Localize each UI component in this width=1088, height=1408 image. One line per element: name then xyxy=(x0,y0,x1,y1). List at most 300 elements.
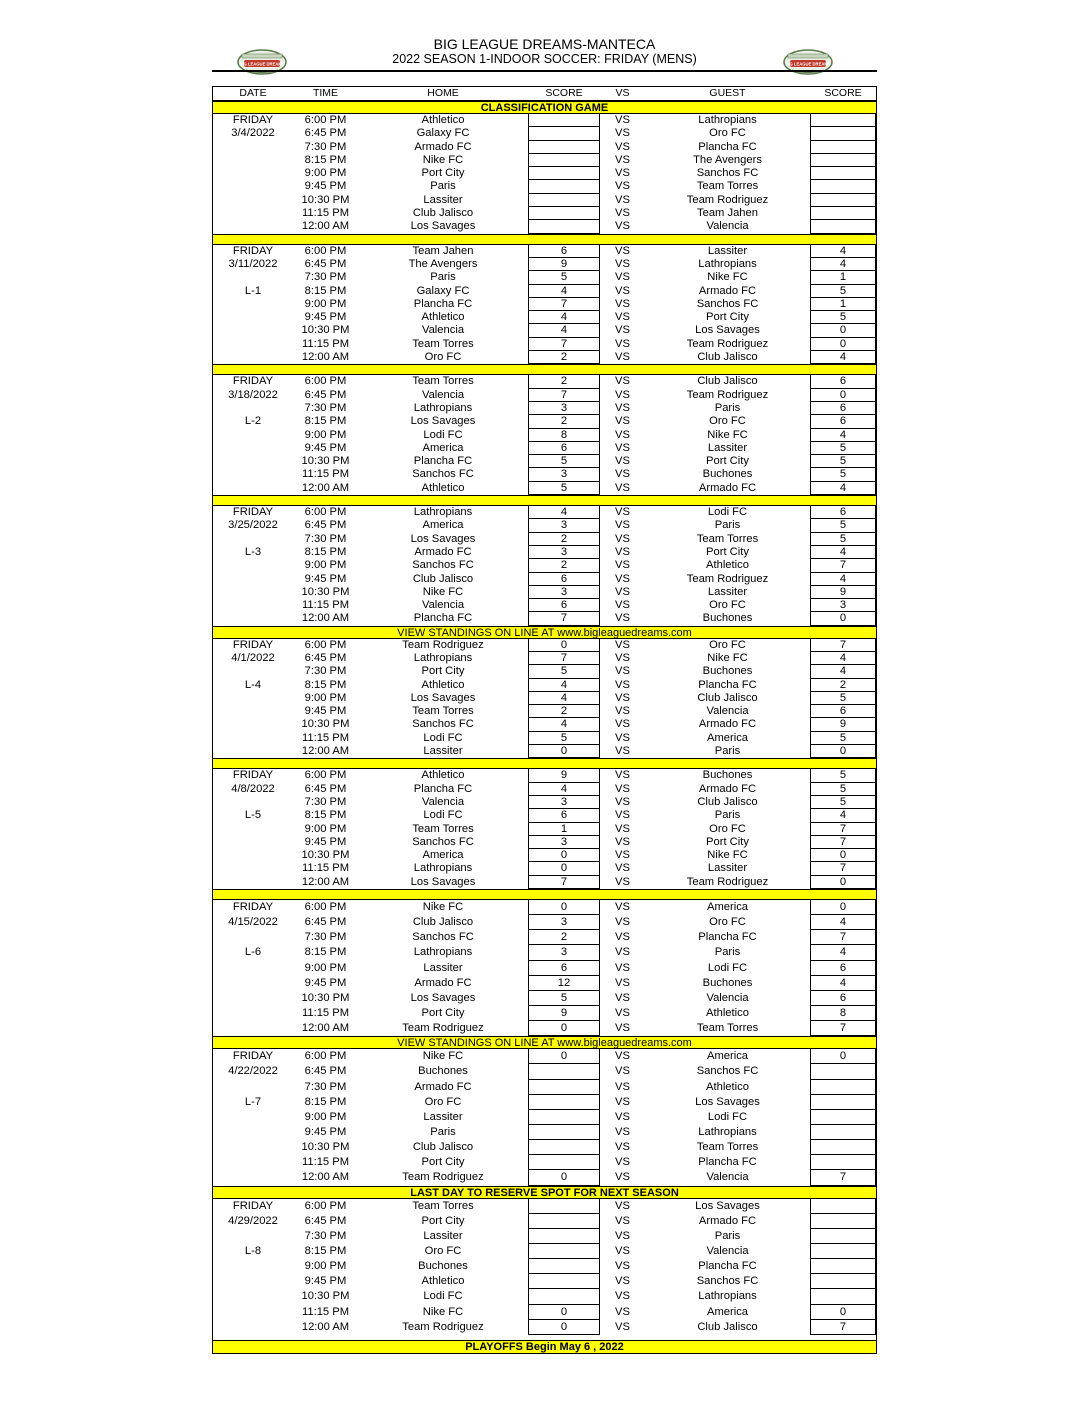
home-score-cell xyxy=(528,194,600,207)
home-team-cell: Team Torres xyxy=(412,822,474,835)
time-cell: 12:00 AM xyxy=(301,1320,350,1333)
guest-score-cell xyxy=(810,1229,876,1244)
time-cell: 11:15 PM xyxy=(301,599,350,612)
date-cell: L-8 xyxy=(244,1244,262,1257)
home-team-cell: Valencia xyxy=(421,795,465,808)
guest-team-cell: Armado FC xyxy=(698,782,757,795)
table-row xyxy=(213,546,876,559)
guest-team-cell: Team Rodriguez xyxy=(686,572,769,585)
guest-team-cell: Paris xyxy=(714,1229,741,1242)
guest-score-cell: 5 xyxy=(810,311,876,324)
time-cell: 11:15 PM xyxy=(301,207,350,220)
vs-cell: VS xyxy=(615,375,630,388)
table-row xyxy=(213,1155,876,1170)
vs-cell: VS xyxy=(615,1141,630,1154)
home-score-cell: 2 xyxy=(528,533,600,546)
vs-cell: VS xyxy=(615,961,630,974)
vs-cell: VS xyxy=(615,1290,630,1303)
vs-cell: VS xyxy=(615,1007,630,1020)
guest-team-cell: Lathropians xyxy=(698,1290,757,1303)
guest-team-cell: Los Savages xyxy=(695,1199,760,1212)
home-team-cell: Athletico xyxy=(421,678,465,691)
guest-team-cell: Buchones xyxy=(702,976,753,989)
date-cell: 3/25/2022 xyxy=(228,519,278,532)
guest-score-cell xyxy=(810,180,876,193)
date-cell xyxy=(213,338,293,351)
time-cell: 6:45 PM xyxy=(304,388,347,401)
date-cell: FRIDAY xyxy=(232,769,274,782)
vs-cell: VS xyxy=(615,795,630,808)
time-cell: 12:00 AM xyxy=(301,745,350,758)
guest-score-cell: 4 xyxy=(810,546,876,559)
page-subtitle: 2022 SEASON 1-INDOOR SOCCER: FRIDAY (MENS) xyxy=(392,52,697,66)
guest-team-cell: Team Torres xyxy=(696,1141,759,1154)
time-cell: 6:00 PM xyxy=(304,506,347,519)
guest-score-cell: 1 xyxy=(810,298,876,311)
time-cell: 9:45 PM xyxy=(304,311,347,324)
vs-cell: VS xyxy=(615,1050,630,1063)
date-cell: FRIDAY xyxy=(232,1199,274,1212)
home-team-cell: Athletico xyxy=(421,311,465,324)
table-row xyxy=(213,519,876,532)
time-cell: 9:45 PM xyxy=(304,1275,347,1288)
home-team-cell: Paris xyxy=(430,1126,456,1138)
home-score-cell: 2 xyxy=(528,705,600,718)
date-cell: 4/8/2022 xyxy=(231,782,275,795)
vs-cell: VS xyxy=(615,822,630,835)
home-score-cell: 7 xyxy=(528,338,600,351)
guest-score-cell xyxy=(810,1095,876,1110)
guest-team-cell: Los Savages xyxy=(695,324,760,337)
date-cell xyxy=(213,692,293,705)
home-team-cell: Team Rodriguez xyxy=(402,638,484,651)
time-cell: 10:30 PM xyxy=(301,585,350,598)
home-score-cell: 6 xyxy=(528,599,600,612)
guest-team-cell: Paris xyxy=(714,745,741,758)
home-team-cell: Armado FC xyxy=(414,1080,472,1093)
guest-team-cell: Sanchos FC xyxy=(696,297,759,310)
guest-score-cell: 7 xyxy=(810,1170,876,1185)
guest-score-cell: 0 xyxy=(810,324,876,337)
table-row xyxy=(213,402,876,415)
table-row xyxy=(213,207,876,220)
date-cell: 3/4/2022 xyxy=(231,127,275,140)
time-cell: 9:45 PM xyxy=(304,441,347,454)
date-cell: FRIDAY xyxy=(232,375,274,388)
table-row xyxy=(213,194,876,207)
home-team-cell: Team Rodriguez xyxy=(402,1320,484,1333)
home-team-cell: Los Savages xyxy=(410,220,476,233)
vs-cell: VS xyxy=(615,678,630,691)
home-team-cell: Club Jalisco xyxy=(412,916,474,929)
guest-score-cell xyxy=(810,194,876,207)
vs-cell: VS xyxy=(615,532,630,545)
time-cell: 11:15 PM xyxy=(301,337,350,350)
guest-score-cell: 5 xyxy=(810,796,876,809)
col-vs: VS xyxy=(615,87,630,99)
date-cell xyxy=(213,298,293,311)
guest-score-cell: 0 xyxy=(810,1049,876,1064)
vs-cell: VS xyxy=(615,572,630,585)
vs-cell: VS xyxy=(615,1320,630,1333)
table-row xyxy=(213,506,876,519)
vs-cell: VS xyxy=(615,1275,630,1288)
home-score-cell: 9 xyxy=(528,258,600,271)
home-score-cell: 2 xyxy=(528,351,600,364)
home-score-cell: 0 xyxy=(528,862,600,875)
guest-team-cell: Team Rodriguez xyxy=(686,337,769,350)
time-cell: 12:00 AM xyxy=(301,481,350,494)
date-cell xyxy=(213,1289,293,1304)
vs-cell: VS xyxy=(615,220,630,233)
guest-team-cell: Sanchos FC xyxy=(696,167,759,180)
guest-team-cell: Club Jalisco xyxy=(697,375,758,388)
home-team-cell: Club Jalisco xyxy=(412,1141,474,1154)
guest-team-cell: Oro FC xyxy=(709,916,746,929)
guest-team-cell: Club Jalisco xyxy=(697,351,758,364)
home-score-cell: 3 xyxy=(528,586,600,599)
guest-team-cell: Plancha FC xyxy=(698,1156,757,1169)
time-cell: 11:15 PM xyxy=(301,468,350,481)
time-cell: 7:30 PM xyxy=(304,271,347,284)
table-row xyxy=(213,991,876,1006)
time-cell: 6:45 PM xyxy=(304,127,347,140)
home-score-cell xyxy=(528,207,600,220)
col-home: HOME xyxy=(427,87,459,99)
time-cell: 6:00 PM xyxy=(304,244,347,257)
guest-team-cell: Sanchos FC xyxy=(696,1065,759,1078)
time-cell: 11:15 PM xyxy=(301,731,350,744)
guest-team-cell: The Avengers xyxy=(693,153,762,166)
time-cell: 8:15 PM xyxy=(304,678,347,691)
guest-score-cell: 1 xyxy=(810,271,876,284)
home-score-cell: 3 xyxy=(528,836,600,849)
guest-team-cell: Athletico xyxy=(706,1007,749,1020)
home-team-cell: Plancha FC xyxy=(413,612,473,625)
date-cell xyxy=(213,1305,293,1320)
week-banner: VIEW STANDINGS ON LINE AT www.bigleaguedreams.com xyxy=(213,626,876,639)
guest-score-cell: 2 xyxy=(810,679,876,692)
vs-cell: VS xyxy=(615,311,630,324)
date-cell xyxy=(213,154,293,167)
guest-score-cell xyxy=(810,1289,876,1304)
week-block xyxy=(213,1036,876,1185)
date-cell: L-4 xyxy=(244,678,262,691)
time-cell: 9:00 PM xyxy=(304,961,347,974)
table-row xyxy=(213,1125,876,1140)
date-cell xyxy=(213,482,293,495)
time-cell: 9:00 PM xyxy=(304,428,347,441)
table-row xyxy=(213,351,876,364)
guest-team-cell: Lassiter xyxy=(707,244,748,257)
guest-score-cell: 4 xyxy=(810,429,876,442)
table-row xyxy=(213,796,876,809)
week-separator xyxy=(213,758,876,769)
date-cell xyxy=(213,324,293,337)
guest-team-cell: Team Torres xyxy=(696,1022,759,1035)
guest-team-cell: Nike FC xyxy=(707,271,748,284)
date-cell xyxy=(213,271,293,284)
home-team-cell: Oro FC xyxy=(424,1095,462,1108)
vs-cell: VS xyxy=(615,1110,630,1123)
vs-cell: VS xyxy=(615,324,630,337)
time-cell: 9:00 PM xyxy=(304,167,347,180)
schedule-blocks xyxy=(213,101,876,1335)
vs-cell: VS xyxy=(615,244,630,257)
home-score-cell: 4 xyxy=(528,324,600,337)
guest-team-cell: Armado FC xyxy=(698,1214,757,1227)
home-score-cell: 5 xyxy=(528,732,600,745)
col-time: TIME xyxy=(312,87,339,99)
home-team-cell: Team Rodriguez xyxy=(402,1022,484,1035)
guest-team-cell: Valencia xyxy=(706,1171,749,1184)
table-row xyxy=(213,876,876,889)
guest-score-cell xyxy=(810,114,876,127)
table-row xyxy=(213,612,876,625)
guest-team-cell: Oro FC xyxy=(709,127,746,140)
date-cell xyxy=(213,1170,293,1185)
table-row xyxy=(213,559,876,572)
date-cell: 4/22/2022 xyxy=(228,1065,278,1078)
guest-score-cell: 4 xyxy=(810,915,876,930)
home-team-cell: Port City xyxy=(421,167,465,180)
guest-score-cell: 0 xyxy=(810,389,876,402)
table-row xyxy=(213,1080,876,1095)
vs-cell: VS xyxy=(615,612,630,625)
home-team-cell: Paris xyxy=(430,180,456,193)
vs-cell: VS xyxy=(615,455,630,468)
guest-score-cell: 6 xyxy=(810,705,876,718)
home-team-cell: Team Torres xyxy=(412,705,474,718)
guest-score-cell xyxy=(810,1274,876,1289)
home-team-cell: Los Savages xyxy=(410,875,476,888)
guest-score-cell: 6 xyxy=(810,961,876,976)
guest-team-cell: Port City xyxy=(706,311,749,324)
home-team-cell: Buchones xyxy=(418,1260,468,1273)
home-team-cell: Plancha FC xyxy=(413,455,473,468)
table-row xyxy=(213,976,876,991)
time-cell: 8:15 PM xyxy=(304,1095,347,1108)
home-score-cell xyxy=(528,180,600,193)
time-cell: 10:30 PM xyxy=(301,718,350,731)
guest-score-cell: 5 xyxy=(810,783,876,796)
date-cell: FRIDAY xyxy=(232,244,274,257)
date-cell xyxy=(213,220,293,233)
table-row xyxy=(213,692,876,705)
date-cell xyxy=(213,1080,293,1095)
vs-cell: VS xyxy=(615,180,630,193)
home-score-cell xyxy=(528,167,600,180)
time-cell: 7:30 PM xyxy=(304,401,347,414)
home-team-cell: Lathropians xyxy=(413,401,473,414)
guest-team-cell: Lodi FC xyxy=(707,961,748,974)
table-row xyxy=(213,468,876,481)
guest-score-cell: 0 xyxy=(810,338,876,351)
guest-team-cell: Valencia xyxy=(706,1244,749,1257)
home-team-cell: Nike FC xyxy=(422,585,464,598)
week-separator xyxy=(213,234,876,245)
guest-score-cell: 6 xyxy=(810,415,876,428)
time-cell: 8:15 PM xyxy=(304,946,347,959)
vs-cell: VS xyxy=(615,127,630,140)
table-row xyxy=(213,167,876,180)
guest-team-cell: Buchones xyxy=(702,612,753,625)
guest-score-cell: 7 xyxy=(810,1320,876,1335)
date-cell: FRIDAY xyxy=(232,901,274,914)
vs-cell: VS xyxy=(615,1156,630,1169)
vs-cell: VS xyxy=(615,849,630,862)
vs-cell: VS xyxy=(615,337,630,350)
home-score-cell: 6 xyxy=(528,573,600,586)
table-row xyxy=(213,1274,876,1289)
table-row xyxy=(213,862,876,875)
vs-cell: VS xyxy=(615,1065,630,1078)
guest-score-cell: 4 xyxy=(810,482,876,495)
home-team-cell: Team Jahen xyxy=(412,244,474,257)
week-block xyxy=(213,1186,876,1335)
table-row xyxy=(213,415,876,428)
home-score-cell: 12 xyxy=(528,976,600,991)
home-team-cell: Team Torres xyxy=(412,337,474,350)
guest-team-cell: Buchones xyxy=(702,769,753,782)
table-row xyxy=(213,1305,876,1320)
guest-team-cell: Oro FC xyxy=(709,638,746,651)
date-cell: 4/15/2022 xyxy=(228,916,278,929)
home-score-cell: 6 xyxy=(528,961,600,976)
time-cell: 11:15 PM xyxy=(301,1007,350,1020)
date-cell xyxy=(213,1125,293,1140)
home-team-cell: Armado FC xyxy=(414,140,472,153)
vs-cell: VS xyxy=(615,193,630,206)
home-team-cell: Sanchos FC xyxy=(412,835,474,848)
date-cell xyxy=(213,533,293,546)
guest-score-cell: 0 xyxy=(810,900,876,915)
guest-score-cell xyxy=(810,1155,876,1170)
table-row xyxy=(213,586,876,599)
date-cell xyxy=(213,402,293,415)
home-score-cell: 2 xyxy=(528,415,600,428)
date-cell xyxy=(213,442,293,455)
date-cell xyxy=(213,862,293,875)
guest-team-cell: Team Rodriguez xyxy=(686,193,769,206)
table-row xyxy=(213,1320,876,1335)
time-cell: 10:30 PM xyxy=(301,455,350,468)
home-score-cell xyxy=(528,1289,600,1304)
home-score-cell: 3 xyxy=(528,945,600,960)
schedule-header xyxy=(212,36,877,66)
home-team-cell: Los Savages xyxy=(410,991,476,1004)
home-score-cell: 9 xyxy=(528,1006,600,1021)
table-row xyxy=(213,705,876,718)
home-team-cell: Valencia xyxy=(421,324,465,337)
date-cell xyxy=(213,961,293,976)
time-cell: 9:00 PM xyxy=(304,297,347,310)
time-cell: 7:30 PM xyxy=(304,931,347,944)
time-cell: 7:30 PM xyxy=(304,795,347,808)
guest-score-cell xyxy=(810,1064,876,1079)
home-score-cell: 2 xyxy=(528,375,600,388)
guest-score-cell: 7 xyxy=(810,862,876,875)
guest-score-cell: 4 xyxy=(810,573,876,586)
date-cell: FRIDAY xyxy=(232,638,274,651)
guest-score-cell: 4 xyxy=(810,976,876,991)
time-cell: 8:15 PM xyxy=(304,545,347,558)
home-team-cell: Valencia xyxy=(421,388,465,401)
home-team-cell: Lathropians xyxy=(413,862,473,875)
vs-cell: VS xyxy=(615,809,630,822)
home-score-cell xyxy=(528,220,600,233)
home-score-cell: 7 xyxy=(528,612,600,625)
home-team-cell: Athletico xyxy=(421,769,465,782)
home-team-cell: Lodi FC xyxy=(423,731,463,744)
time-cell: 6:00 PM xyxy=(304,375,347,388)
home-team-cell: Sanchos FC xyxy=(412,559,474,572)
home-team-cell: Nike FC xyxy=(422,1050,464,1063)
guest-score-cell: 4 xyxy=(810,809,876,822)
vs-cell: VS xyxy=(615,114,630,126)
schedule-table xyxy=(212,86,877,1354)
home-team-cell: Nike FC xyxy=(422,901,464,914)
vs-cell: VS xyxy=(615,1229,630,1242)
guest-team-cell: Sanchos FC xyxy=(696,1275,759,1288)
table-row xyxy=(213,127,876,140)
table-row xyxy=(213,1064,876,1079)
vs-cell: VS xyxy=(615,946,630,959)
guest-team-cell: Port City xyxy=(706,455,749,468)
home-score-cell: 4 xyxy=(528,718,600,731)
week-separator xyxy=(213,495,876,506)
home-score-cell: 7 xyxy=(528,298,600,311)
guest-team-cell: Athletico xyxy=(706,559,749,572)
home-score-cell: 0 xyxy=(528,1021,600,1036)
home-team-cell: Lassiter xyxy=(423,745,463,758)
vs-cell: VS xyxy=(615,862,630,875)
home-team-cell: The Avengers xyxy=(408,257,478,270)
vs-cell: VS xyxy=(615,481,630,494)
time-cell: 12:00 AM xyxy=(301,612,350,625)
table-row xyxy=(213,1214,876,1229)
week-block xyxy=(213,626,876,759)
svg-text:BIG LEAGUE DREAMS: BIG LEAGUE DREAMS xyxy=(785,61,831,67)
home-team-cell: Lassiter xyxy=(423,961,463,974)
guest-team-cell: America xyxy=(706,731,749,744)
home-score-cell: 9 xyxy=(528,769,600,782)
table-row xyxy=(213,732,876,745)
date-cell xyxy=(213,1006,293,1021)
table-row xyxy=(213,1170,876,1185)
home-team-cell: Club Jalisco xyxy=(412,572,474,585)
time-cell: 12:00 AM xyxy=(301,220,350,233)
date-cell: L-2 xyxy=(244,415,262,428)
table-row xyxy=(213,573,876,586)
home-score-cell: 3 xyxy=(528,796,600,809)
table-row xyxy=(213,809,876,822)
vs-cell: VS xyxy=(615,991,630,1004)
home-team-cell: Lathropians xyxy=(413,651,473,664)
guest-team-cell: Nike FC xyxy=(707,651,748,664)
guest-team-cell: Lassiter xyxy=(707,441,748,454)
date-cell xyxy=(213,1259,293,1274)
home-score-cell: 3 xyxy=(528,915,600,930)
time-cell: 7:30 PM xyxy=(304,1229,347,1242)
date-cell xyxy=(213,468,293,481)
home-team-cell: Lodi FC xyxy=(423,428,463,441)
vs-cell: VS xyxy=(615,1214,630,1227)
week-block xyxy=(213,889,876,1036)
time-cell: 12:00 AM xyxy=(301,1022,350,1035)
table-row xyxy=(213,180,876,193)
home-team-cell: Galaxy FC xyxy=(416,127,470,140)
